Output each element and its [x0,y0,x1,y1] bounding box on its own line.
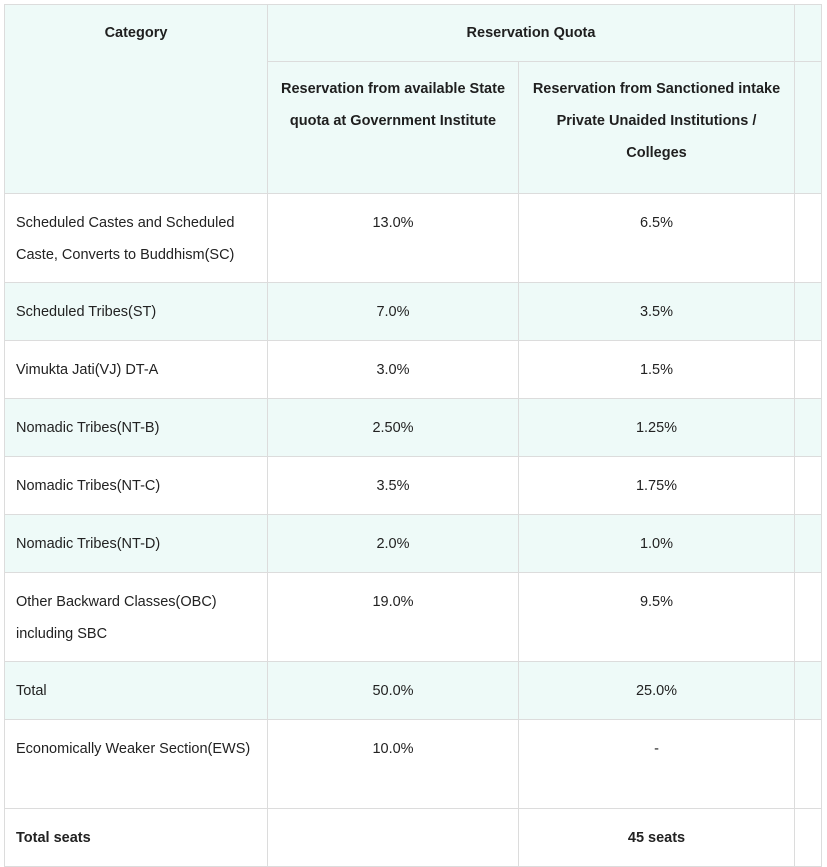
cell-category: Total [5,662,268,720]
cell-gov: 50.0% [268,662,519,720]
cell-pvt: 3.5% [519,283,795,341]
table-body [5,194,822,867]
table-row-total-seats [5,809,822,867]
header-private-quota: Reservation from Sanctioned intake Private Unaided Institutions / Colleges [519,62,795,194]
cell-extra [795,194,822,283]
table-row [5,194,822,283]
table-row-total [5,662,822,720]
header-extra-cell [795,62,822,194]
cell-category: Economically Weaker Section(EWS) [5,720,268,809]
table-header [5,5,822,194]
cell-gov: 10.0% [268,720,519,809]
cell-gov: 3.0% [268,341,519,399]
cell-pvt: 9.5% [519,573,795,662]
cell-gov: 3.5% [268,457,519,515]
cell-pvt: - [519,720,795,809]
cell-pvt: 6.5% [519,194,795,283]
cell-pvt: 1.75% [519,457,795,515]
table-row [5,720,822,809]
cell-category: Nomadic Tribes(NT-B) [5,399,268,457]
cell-total-seats-value: 45 seats [519,809,795,867]
cell-gov [268,809,519,867]
cell-pvt: 1.0% [519,515,795,573]
table-row [5,341,822,399]
table-row [5,457,822,515]
table-row [5,399,822,457]
cell-extra [795,457,822,515]
cell-category: Scheduled Castes and Scheduled Caste, Converts to Buddhism(SC) [5,194,268,283]
cell-extra [795,662,822,720]
cell-extra [795,720,822,809]
cell-extra [795,809,822,867]
cell-total-seats-label: Total seats [5,809,268,867]
cell-gov: 2.50% [268,399,519,457]
cell-category: Nomadic Tribes(NT-D) [5,515,268,573]
header-extra-cell [795,5,822,62]
cell-category: Other Backward Classes(OBC) including SBC [5,573,268,662]
cell-category: Vimukta Jati(VJ) DT-A [5,341,268,399]
reservation-table [4,4,822,867]
cell-pvt: 1.25% [519,399,795,457]
cell-category: Nomadic Tribes(NT-C) [5,457,268,515]
reservation-table-container [4,4,822,867]
cell-extra [795,573,822,662]
cell-extra [795,515,822,573]
cell-gov: 19.0% [268,573,519,662]
header-reservation-quota: Reservation Quota [268,5,795,62]
cell-extra [795,399,822,457]
cell-extra [795,341,822,399]
header-category: Category [5,5,268,194]
cell-pvt: 25.0% [519,662,795,720]
cell-gov: 7.0% [268,283,519,341]
table-row [5,283,822,341]
table-row [5,515,822,573]
cell-gov: 13.0% [268,194,519,283]
cell-gov: 2.0% [268,515,519,573]
cell-pvt: 1.5% [519,341,795,399]
table-row [5,573,822,662]
cell-extra [795,283,822,341]
header-government-quota: Reservation from available State quota at Government Institute [268,62,519,194]
cell-category: Scheduled Tribes(ST) [5,283,268,341]
